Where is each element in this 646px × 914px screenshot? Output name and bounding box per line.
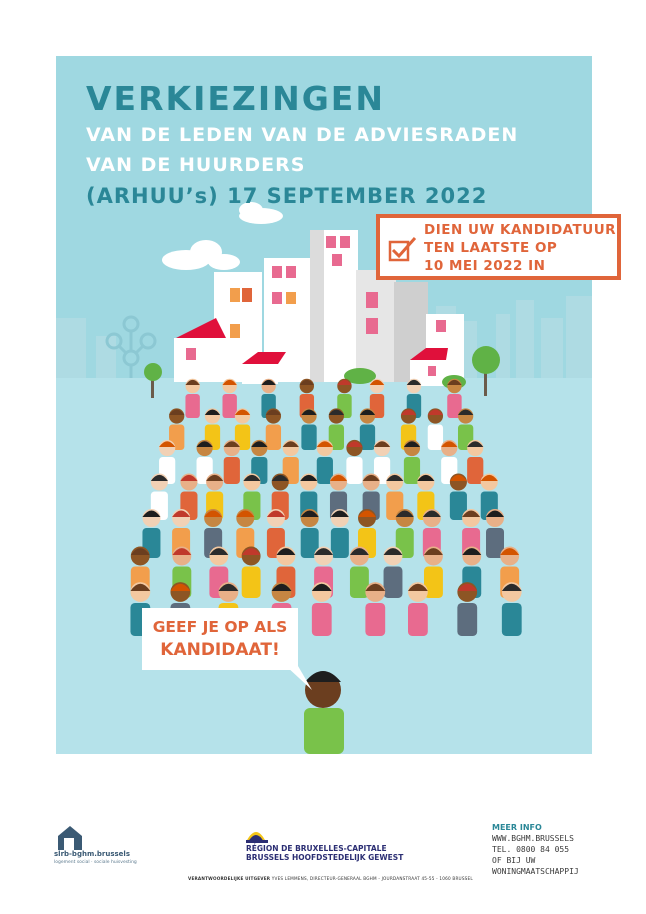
bubble-line2: KANDIDAAT!: [160, 640, 280, 660]
crowd-person: [346, 440, 362, 484]
region-line1: RÉGION DE BRUXELLES-CAPITALE: [246, 844, 387, 853]
deadline-callout: [376, 214, 621, 280]
speech-bubble-tail: [286, 666, 312, 690]
crowd-person: [502, 582, 522, 636]
info-line3: OF BIJ UW: [492, 856, 536, 866]
crowd-person: [301, 408, 316, 450]
crowd-person: [222, 379, 236, 418]
info-website[interactable]: WWW.BGHM.BRUSSELS: [492, 834, 574, 844]
logo-subtext: logement social · sociale huisvesting: [54, 860, 137, 865]
poster-title: VERKIEZINGEN: [86, 79, 385, 118]
footer: [0, 760, 646, 914]
speech-bubble: [142, 608, 298, 670]
election-date: (ARHUU’s) 17 SEPTEMBER 2022: [86, 184, 488, 208]
logo-text: slrb-bghm.brussels: [54, 850, 130, 858]
info-title: MEER INFO: [492, 823, 542, 832]
callout-line1: DIEN UW KANDIDATUUR: [424, 222, 617, 238]
crowd-person: [331, 509, 349, 558]
crowd-person: [365, 582, 385, 636]
crowd-person: [312, 582, 332, 636]
crowd-person: [384, 547, 403, 598]
callout-line3: 10 MEI 2022 IN: [424, 258, 546, 274]
more-info-block: [492, 822, 579, 877]
info-phone: TEL. 0800 84 055: [492, 845, 570, 855]
checkbox-check-icon: [388, 234, 418, 264]
crowd-person: [408, 582, 428, 636]
publisher-label: VERANTWOORDELIJKE UITGEVER: [188, 876, 271, 881]
crowd-person: [457, 582, 477, 636]
crowd-person: [467, 440, 483, 484]
crowd-person: [317, 440, 333, 484]
crowd-person: [486, 509, 504, 558]
crowd-person: [428, 408, 443, 450]
crowd-person: [360, 408, 375, 450]
bubble-line1: GEEF JE OP ALS: [152, 618, 288, 636]
poster-subtitle-line2: VAN DE HUURDERS: [86, 154, 306, 176]
crowd-person: [185, 379, 199, 418]
crowd-person: [242, 547, 261, 598]
crowd-person: [224, 440, 240, 484]
region-line2: BRUSSELS HOOFDSTEDELIJK GEWEST: [246, 853, 404, 862]
poster-subtitle-line1: VAN DE LEDEN VAN DE ADVIESRADEN: [86, 124, 519, 146]
callout-line2: TEN LAATSTE OP: [424, 240, 558, 256]
crowd-person: [266, 408, 281, 450]
crowd-person: [404, 440, 420, 484]
poster-panel: [56, 56, 617, 754]
info-line4: WONINGMAATSCHAPPIJ: [492, 867, 579, 877]
publisher-text: YVES LEMMENS, DIRECTEUR-GENERAAL BGHM - JOURDANSTRAAT 45-55 - 1060 BRUSSEL: [271, 876, 473, 881]
publisher-line: [188, 876, 473, 881]
